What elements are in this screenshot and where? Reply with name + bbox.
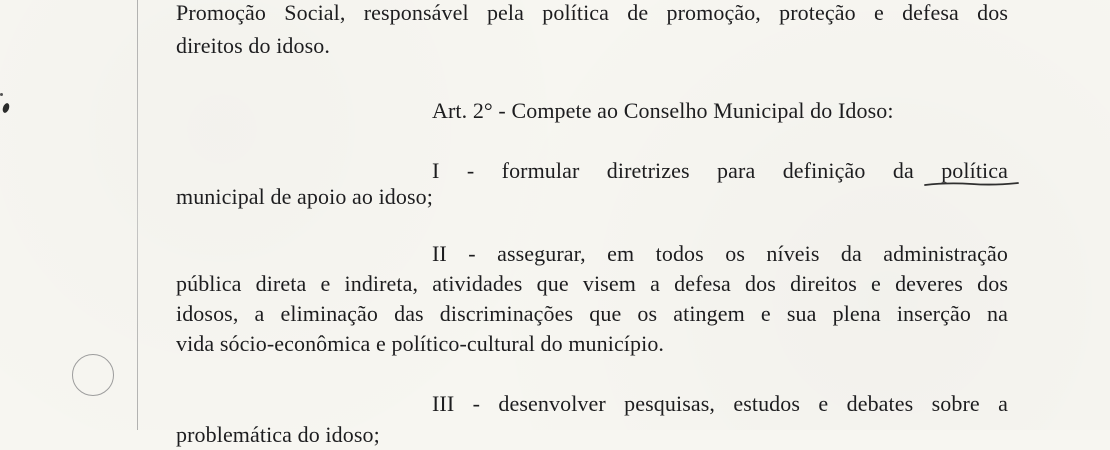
document-line: problemática do idoso; bbox=[176, 422, 380, 447]
margin-line bbox=[137, 0, 138, 430]
article-heading: Art. 2° - Compete ao Conselho Municipal do Idoso: bbox=[432, 98, 894, 123]
document-line: II - assegurar, em todos os níveis da administração bbox=[432, 241, 1008, 266]
document-line: I - formular diretrizes para definição da política bbox=[432, 158, 1008, 183]
document-line: vida sócio-econômica e político-cultural do município. bbox=[176, 331, 665, 356]
document-line: municipal de apoio ao idoso; bbox=[176, 184, 433, 209]
document-line: Promoção Social, responsável pela política de promoção, proteção e defesa dos bbox=[176, 0, 1008, 25]
document-line: pública direta e indireta, atividades que visem a defesa dos direitos e deveres dos bbox=[176, 271, 1008, 296]
punch-hole bbox=[72, 354, 114, 396]
document-line: idosos, a eliminação das discriminações que os atingem e sua plena inserção na bbox=[176, 301, 1008, 326]
ink-speck bbox=[0, 93, 3, 96]
ink-dot bbox=[1, 102, 10, 113]
document-line: III - desenvolver pesquisas, estudos e debates sobre a bbox=[432, 391, 1008, 416]
document-line: direitos do idoso. bbox=[176, 33, 330, 58]
